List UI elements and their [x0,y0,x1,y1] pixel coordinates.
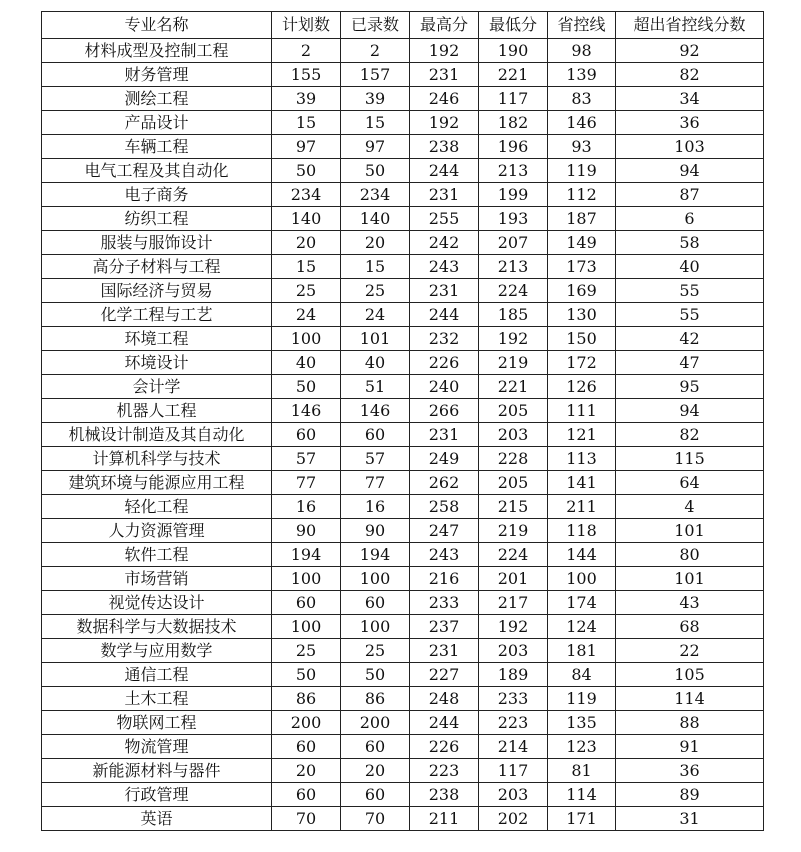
highest-score-cell: 226 [410,351,479,375]
admitted-count-cell: 157 [341,63,410,87]
control-line-cell: 98 [548,39,616,63]
planned-count-cell: 25 [272,279,341,303]
major-name-cell: 软件工程 [42,543,272,567]
planned-count-cell: 100 [272,327,341,351]
lowest-score-cell: 213 [479,159,548,183]
table-row [42,663,764,687]
lowest-score-cell: 182 [479,111,548,135]
control-line-cell: 81 [548,759,616,783]
points-above-cell: 94 [616,159,764,183]
control-line-cell: 118 [548,519,616,543]
points-above-cell: 34 [616,87,764,111]
control-line-cell: 135 [548,711,616,735]
points-above-cell: 115 [616,447,764,471]
admitted-count-cell: 20 [341,231,410,255]
points-above-cell: 114 [616,687,764,711]
highest-score-cell: 255 [410,207,479,231]
lowest-score-cell: 223 [479,711,548,735]
planned-count-cell: 70 [272,807,341,831]
major-name-cell: 行政管理 [42,783,272,807]
lowest-score-cell: 224 [479,279,548,303]
admitted-count-cell: 234 [341,183,410,207]
lowest-score-cell: 214 [479,735,548,759]
planned-count-cell: 25 [272,639,341,663]
planned-count-cell: 100 [272,615,341,639]
lowest-score-cell: 203 [479,783,548,807]
table-row [42,591,764,615]
planned-count-cell: 97 [272,135,341,159]
table-row [42,111,764,135]
admitted-count-cell: 146 [341,399,410,423]
points-above-cell: 80 [616,543,764,567]
major-name-cell: 会计学 [42,375,272,399]
control-line-cell: 211 [548,495,616,519]
table-row [42,255,764,279]
table-row [42,807,764,831]
lowest-score-cell: 221 [479,63,548,87]
lowest-score-cell: 213 [479,255,548,279]
admitted-count-cell: 101 [341,327,410,351]
highest-score-cell: 238 [410,135,479,159]
control-line-cell: 84 [548,663,616,687]
points-above-cell: 103 [616,135,764,159]
major-name-cell: 物联网工程 [42,711,272,735]
control-line-cell: 114 [548,783,616,807]
control-line-cell: 169 [548,279,616,303]
admitted-count-cell: 100 [341,567,410,591]
admitted-count-cell: 50 [341,663,410,687]
header-admitted-count: 已录数 [341,12,410,39]
planned-count-cell: 15 [272,111,341,135]
points-above-cell: 47 [616,351,764,375]
planned-count-cell: 140 [272,207,341,231]
header-points-above-control-line: 超出省控线分数 [616,12,764,39]
points-above-cell: 95 [616,375,764,399]
control-line-cell: 174 [548,591,616,615]
planned-count-cell: 60 [272,591,341,615]
admitted-count-cell: 2 [341,39,410,63]
header-major-name: 专业名称 [42,12,272,39]
lowest-score-cell: 219 [479,351,548,375]
table-row [42,711,764,735]
points-above-cell: 64 [616,471,764,495]
table-body [42,39,764,831]
points-above-cell: 55 [616,303,764,327]
major-name-cell: 人力资源管理 [42,519,272,543]
points-above-cell: 105 [616,663,764,687]
planned-count-cell: 16 [272,495,341,519]
planned-count-cell: 50 [272,159,341,183]
lowest-score-cell: 117 [479,759,548,783]
table-row [42,735,764,759]
highest-score-cell: 248 [410,687,479,711]
major-name-cell: 市场营销 [42,567,272,591]
admitted-count-cell: 70 [341,807,410,831]
table-row [42,423,764,447]
major-name-cell: 建筑环境与能源应用工程 [42,471,272,495]
control-line-cell: 124 [548,615,616,639]
points-above-cell: 36 [616,111,764,135]
admitted-count-cell: 50 [341,159,410,183]
points-above-cell: 4 [616,495,764,519]
major-name-cell: 通信工程 [42,663,272,687]
control-line-cell: 141 [548,471,616,495]
table-header-row [42,12,764,39]
highest-score-cell: 232 [410,327,479,351]
points-above-cell: 91 [616,735,764,759]
planned-count-cell: 234 [272,183,341,207]
lowest-score-cell: 117 [479,87,548,111]
major-name-cell: 产品设计 [42,111,272,135]
admitted-count-cell: 15 [341,111,410,135]
points-above-cell: 94 [616,399,764,423]
admitted-count-cell: 51 [341,375,410,399]
admitted-count-cell: 97 [341,135,410,159]
admitted-count-cell: 194 [341,543,410,567]
table-row [42,759,764,783]
points-above-cell: 89 [616,783,764,807]
planned-count-cell: 39 [272,87,341,111]
major-name-cell: 数学与应用数学 [42,639,272,663]
admitted-count-cell: 90 [341,519,410,543]
points-above-cell: 82 [616,423,764,447]
major-name-cell: 电子商务 [42,183,272,207]
highest-score-cell: 211 [410,807,479,831]
major-name-cell: 环境工程 [42,327,272,351]
highest-score-cell: 231 [410,63,479,87]
control-line-cell: 112 [548,183,616,207]
admitted-count-cell: 86 [341,687,410,711]
points-above-cell: 43 [616,591,764,615]
header-lowest-score: 最低分 [479,12,548,39]
admitted-count-cell: 25 [341,279,410,303]
lowest-score-cell: 192 [479,327,548,351]
lowest-score-cell: 202 [479,807,548,831]
lowest-score-cell: 215 [479,495,548,519]
planned-count-cell: 2 [272,39,341,63]
highest-score-cell: 226 [410,735,479,759]
highest-score-cell: 242 [410,231,479,255]
lowest-score-cell: 224 [479,543,548,567]
major-name-cell: 英语 [42,807,272,831]
admitted-count-cell: 200 [341,711,410,735]
table-row [42,399,764,423]
control-line-cell: 171 [548,807,616,831]
lowest-score-cell: 192 [479,615,548,639]
highest-score-cell: 244 [410,303,479,327]
highest-score-cell: 237 [410,615,479,639]
highest-score-cell: 231 [410,423,479,447]
major-name-cell: 服装与服饰设计 [42,231,272,255]
highest-score-cell: 262 [410,471,479,495]
highest-score-cell: 238 [410,783,479,807]
planned-count-cell: 40 [272,351,341,375]
table-row [42,135,764,159]
planned-count-cell: 194 [272,543,341,567]
planned-count-cell: 60 [272,423,341,447]
lowest-score-cell: 199 [479,183,548,207]
planned-count-cell: 15 [272,255,341,279]
control-line-cell: 187 [548,207,616,231]
control-line-cell: 119 [548,687,616,711]
major-name-cell: 轻化工程 [42,495,272,519]
lowest-score-cell: 207 [479,231,548,255]
points-above-cell: 87 [616,183,764,207]
control-line-cell: 111 [548,399,616,423]
highest-score-cell: 246 [410,87,479,111]
highest-score-cell: 231 [410,279,479,303]
planned-count-cell: 86 [272,687,341,711]
highest-score-cell: 231 [410,183,479,207]
header-planned-count: 计划数 [272,12,341,39]
points-above-cell: 22 [616,639,764,663]
planned-count-cell: 100 [272,567,341,591]
control-line-cell: 173 [548,255,616,279]
planned-count-cell: 200 [272,711,341,735]
major-name-cell: 电气工程及其自动化 [42,159,272,183]
highest-score-cell: 192 [410,39,479,63]
points-above-cell: 6 [616,207,764,231]
highest-score-cell: 227 [410,663,479,687]
points-above-cell: 31 [616,807,764,831]
points-above-cell: 58 [616,231,764,255]
table-row [42,567,764,591]
control-line-cell: 172 [548,351,616,375]
points-above-cell: 55 [616,279,764,303]
admitted-count-cell: 16 [341,495,410,519]
major-name-cell: 纺织工程 [42,207,272,231]
points-above-cell: 82 [616,63,764,87]
table-row [42,63,764,87]
planned-count-cell: 90 [272,519,341,543]
major-name-cell: 土木工程 [42,687,272,711]
planned-count-cell: 57 [272,447,341,471]
control-line-cell: 181 [548,639,616,663]
major-name-cell: 物流管理 [42,735,272,759]
major-name-cell: 化学工程与工艺 [42,303,272,327]
lowest-score-cell: 205 [479,399,548,423]
highest-score-cell: 243 [410,543,479,567]
control-line-cell: 93 [548,135,616,159]
highest-score-cell: 243 [410,255,479,279]
points-above-cell: 101 [616,567,764,591]
admitted-count-cell: 24 [341,303,410,327]
highest-score-cell: 233 [410,591,479,615]
table-row [42,495,764,519]
lowest-score-cell: 193 [479,207,548,231]
lowest-score-cell: 203 [479,639,548,663]
points-above-cell: 42 [616,327,764,351]
lowest-score-cell: 233 [479,687,548,711]
admitted-count-cell: 40 [341,351,410,375]
table-row [42,375,764,399]
table-row [42,543,764,567]
control-line-cell: 123 [548,735,616,759]
lowest-score-cell: 219 [479,519,548,543]
admitted-count-cell: 60 [341,735,410,759]
lowest-score-cell: 196 [479,135,548,159]
table-row [42,783,764,807]
table-row [42,303,764,327]
lowest-score-cell: 185 [479,303,548,327]
major-name-cell: 财务管理 [42,63,272,87]
major-name-cell: 机器人工程 [42,399,272,423]
points-above-cell: 36 [616,759,764,783]
highest-score-cell: 192 [410,111,479,135]
major-name-cell: 新能源材料与器件 [42,759,272,783]
highest-score-cell: 240 [410,375,479,399]
planned-count-cell: 60 [272,735,341,759]
control-line-cell: 100 [548,567,616,591]
major-name-cell: 机械设计制造及其自动化 [42,423,272,447]
admitted-count-cell: 57 [341,447,410,471]
major-name-cell: 数据科学与大数据技术 [42,615,272,639]
control-line-cell: 113 [548,447,616,471]
table-row [42,39,764,63]
admitted-count-cell: 140 [341,207,410,231]
table-row [42,159,764,183]
admitted-count-cell: 25 [341,639,410,663]
lowest-score-cell: 190 [479,39,548,63]
points-above-cell: 40 [616,255,764,279]
lowest-score-cell: 221 [479,375,548,399]
control-line-cell: 83 [548,87,616,111]
lowest-score-cell: 201 [479,567,548,591]
table-row [42,639,764,663]
table-row [42,327,764,351]
major-name-cell: 国际经济与贸易 [42,279,272,303]
control-line-cell: 149 [548,231,616,255]
major-name-cell: 材料成型及控制工程 [42,39,272,63]
table-row [42,471,764,495]
lowest-score-cell: 203 [479,423,548,447]
table-row [42,207,764,231]
highest-score-cell: 223 [410,759,479,783]
planned-count-cell: 77 [272,471,341,495]
table-row [42,87,764,111]
table-row [42,183,764,207]
table-row [42,279,764,303]
table-row [42,447,764,471]
planned-count-cell: 50 [272,663,341,687]
admission-score-table [41,11,764,831]
table-row [42,687,764,711]
points-above-cell: 92 [616,39,764,63]
points-above-cell: 68 [616,615,764,639]
admitted-count-cell: 20 [341,759,410,783]
highest-score-cell: 249 [410,447,479,471]
highest-score-cell: 258 [410,495,479,519]
admitted-count-cell: 60 [341,423,410,447]
lowest-score-cell: 228 [479,447,548,471]
table-row [42,615,764,639]
control-line-cell: 130 [548,303,616,327]
control-line-cell: 119 [548,159,616,183]
admitted-count-cell: 39 [341,87,410,111]
planned-count-cell: 155 [272,63,341,87]
points-above-cell: 101 [616,519,764,543]
highest-score-cell: 244 [410,159,479,183]
admitted-count-cell: 77 [341,471,410,495]
table-row [42,351,764,375]
control-line-cell: 150 [548,327,616,351]
planned-count-cell: 146 [272,399,341,423]
control-line-cell: 146 [548,111,616,135]
major-name-cell: 车辆工程 [42,135,272,159]
planned-count-cell: 60 [272,783,341,807]
major-name-cell: 高分子材料与工程 [42,255,272,279]
highest-score-cell: 216 [410,567,479,591]
planned-count-cell: 50 [272,375,341,399]
table-row [42,519,764,543]
highest-score-cell: 231 [410,639,479,663]
highest-score-cell: 244 [410,711,479,735]
planned-count-cell: 24 [272,303,341,327]
admitted-count-cell: 15 [341,255,410,279]
major-name-cell: 视觉传达设计 [42,591,272,615]
control-line-cell: 144 [548,543,616,567]
points-above-cell: 88 [616,711,764,735]
table-row [42,231,764,255]
highest-score-cell: 266 [410,399,479,423]
control-line-cell: 121 [548,423,616,447]
admitted-count-cell: 100 [341,615,410,639]
major-name-cell: 测绘工程 [42,87,272,111]
admitted-count-cell: 60 [341,783,410,807]
lowest-score-cell: 189 [479,663,548,687]
lowest-score-cell: 217 [479,591,548,615]
major-name-cell: 计算机科学与技术 [42,447,272,471]
control-line-cell: 126 [548,375,616,399]
major-name-cell: 环境设计 [42,351,272,375]
planned-count-cell: 20 [272,759,341,783]
highest-score-cell: 247 [410,519,479,543]
header-provincial-control-line: 省控线 [548,12,616,39]
control-line-cell: 139 [548,63,616,87]
planned-count-cell: 20 [272,231,341,255]
admitted-count-cell: 60 [341,591,410,615]
header-highest-score: 最高分 [410,12,479,39]
lowest-score-cell: 205 [479,471,548,495]
